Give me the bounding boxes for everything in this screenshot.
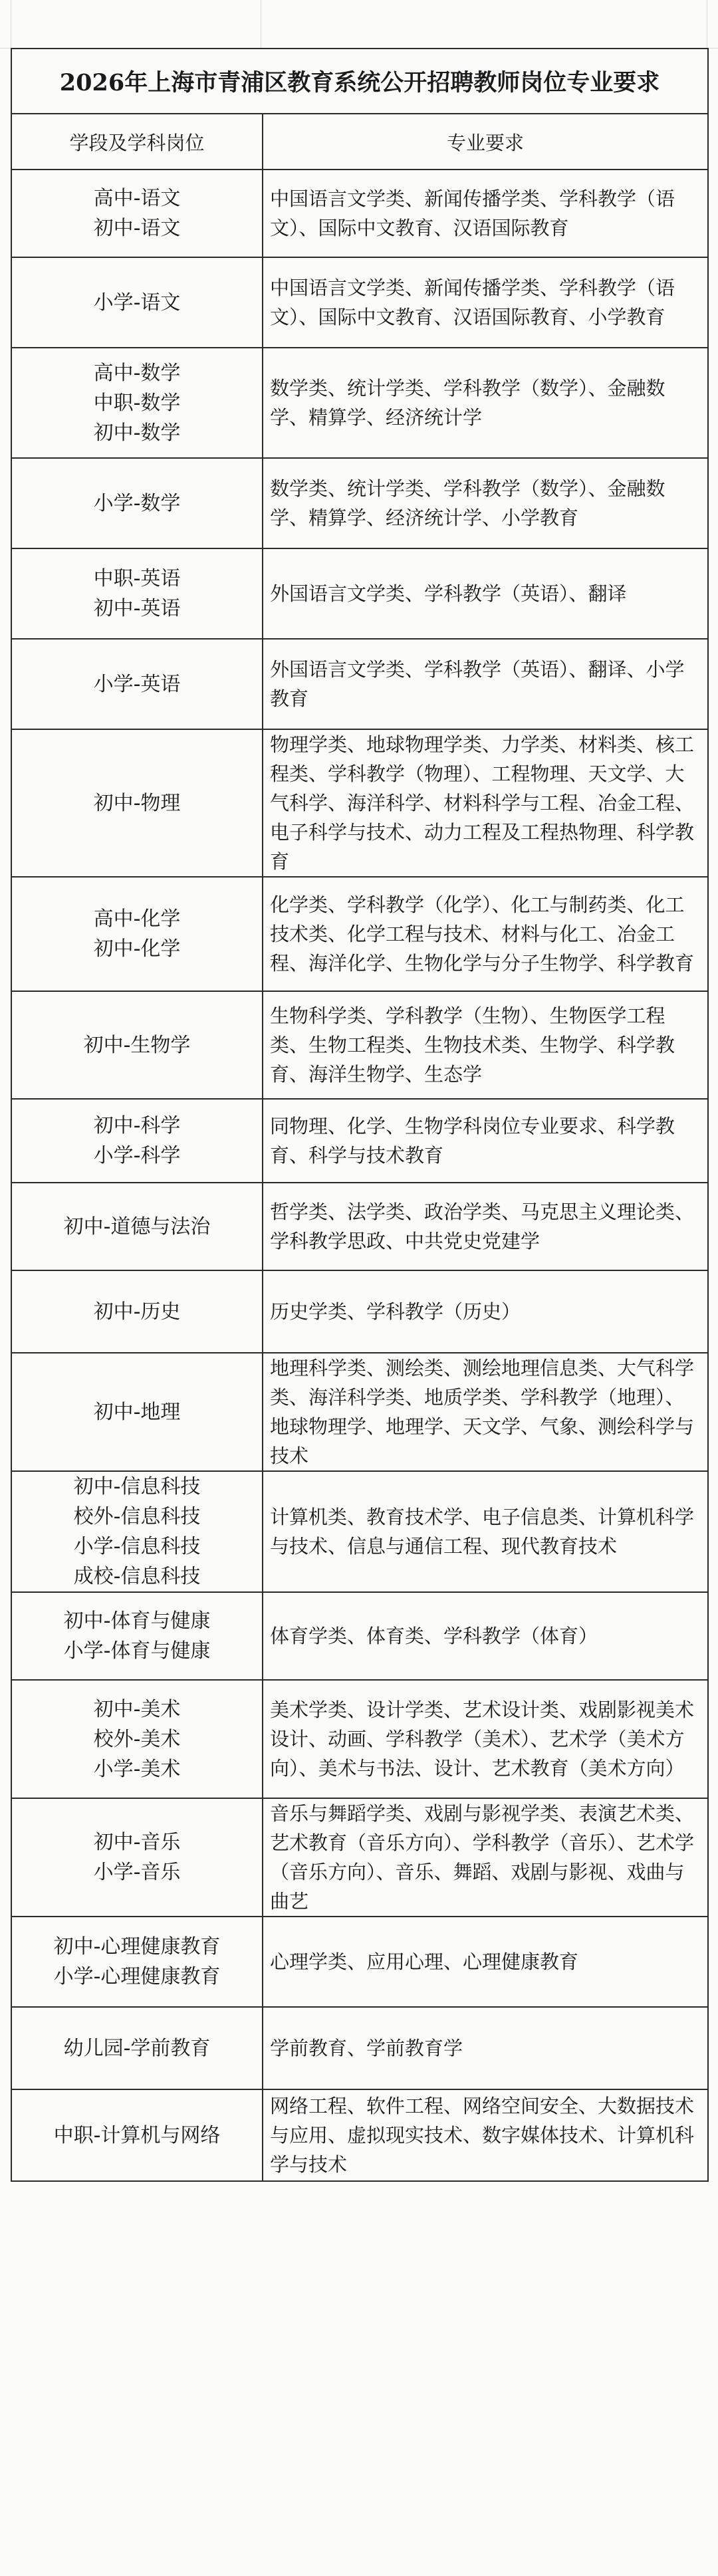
requirement-cell: 外国语言文学类、学科教学（英语）、翻译、小学教育 (263, 639, 708, 729)
requirement-cell: 中国语言文学类、新闻传播学类、学科教学（语文）、国际中文教育、汉语国际教育、小学教育 (263, 257, 708, 348)
position-cell (11, 458, 263, 548)
position-cell (11, 348, 263, 458)
table-body (11, 170, 708, 2181)
position-label: 初中-英语 (93, 597, 181, 620)
position-label: 中职-数学 (93, 391, 181, 415)
requirement-cell: 心理学类、应用心理、心理健康教育 (263, 1917, 708, 2007)
requirement-cell: 物理学类、地球物理学类、力学类、材料类、核工程类、学科教学（物理）、工程物理、天文学、大气科学、海洋科学、材料科学与工程、冶金工程、电子科学与技术、动力工程及工程热物理、科学教育 (263, 729, 708, 877)
position-label: 初中-物理 (93, 791, 181, 815)
table-row (11, 2007, 708, 2089)
position-label: 初中-数学 (93, 421, 181, 445)
position-label: 成校-信息科技 (73, 1565, 201, 1588)
requirement-cell: 计算机类、教育技术学、电子信息类、计算机科学与技术、信息与通信工程、现代教育技术 (263, 1471, 708, 1592)
position-label: 初中-科学 (93, 1114, 181, 1137)
position-label: 初中-地理 (93, 1400, 181, 1424)
table-row (11, 1099, 708, 1183)
position-cell (11, 991, 263, 1099)
position-label: 初中-音乐 (93, 1831, 181, 1854)
position-label: 小学-语文 (93, 291, 181, 314)
requirement-cell: 生物科学类、学科教学（生物）、生物医学工程类、生物工程类、生物技术类、生物学、科学教育、海洋生物学、生态学 (263, 991, 708, 1099)
position-label: 初中-道德与法治 (63, 1215, 211, 1238)
position-label: 校外-美术 (93, 1727, 181, 1751)
position-label: 高中-语文 (93, 187, 181, 210)
position-cell (11, 1798, 263, 1917)
requirement-cell: 数学类、统计学类、学科教学（数学）、金融数学、精算学、经济统计学 (263, 348, 708, 458)
position-label: 小学-心理健康教育 (53, 1965, 221, 1988)
requirement-cell: 哲学类、法学类、政治学类、马克思主义理论类、学科教学思政、中共党史党建学 (263, 1183, 708, 1270)
position-cell (11, 548, 263, 639)
table-row (11, 348, 708, 458)
position-cell (11, 1183, 263, 1270)
position-label: 小学-英语 (93, 672, 181, 696)
position-cell (11, 1270, 263, 1353)
table-row (11, 2089, 708, 2181)
document-title: 2026年上海市青浦区教育系统公开招聘教师岗位专业要求 (11, 49, 708, 114)
table-row (11, 991, 708, 1099)
table-row (11, 1798, 708, 1917)
requirement-cell: 外国语言文学类、学科教学（英语）、翻译 (263, 548, 708, 639)
position-cell (11, 2089, 263, 2181)
requirements-table (11, 48, 709, 2182)
position-label: 初中-化学 (93, 937, 181, 961)
position-label: 中职-计算机与网络 (53, 2123, 221, 2147)
table-row (11, 1592, 708, 1680)
position-label: 高中-数学 (93, 361, 181, 385)
requirement-cell: 中国语言文学类、新闻传播学类、学科教学（语文）、国际中文教育、汉语国际教育 (263, 170, 708, 257)
requirement-cell: 数学类、统计学类、学科教学（数学）、金融数学、精算学、经济统计学、小学教育 (263, 458, 708, 548)
position-label: 初中-信息科技 (73, 1475, 201, 1498)
column-header-requirement: 专业要求 (263, 114, 708, 170)
table-row (11, 729, 708, 877)
table-row (11, 1183, 708, 1270)
position-label: 小学-信息科技 (73, 1535, 201, 1558)
table-row (11, 548, 708, 639)
position-cell (11, 257, 263, 348)
position-label: 小学-美术 (93, 1757, 181, 1781)
requirement-cell: 历史学类、学科教学（历史） (263, 1270, 708, 1353)
table-row (11, 170, 708, 257)
requirement-cell: 网络工程、软件工程、网络空间安全、大数据技术与应用、虚拟现实技术、数字媒体技术、计算机科学与技术 (263, 2089, 708, 2181)
position-label: 小学-体育与健康 (63, 1639, 211, 1663)
position-label: 初中-体育与健康 (63, 1609, 211, 1633)
position-cell (11, 1353, 263, 1471)
requirement-cell: 美术学类、设计学类、艺术设计类、戏剧影视美术设计、动画、学科教学（美术）、艺术学（美术方向）、美术与书法、设计、艺术教育（美术方向） (263, 1680, 708, 1798)
position-label: 幼儿园-学前教育 (63, 2036, 211, 2060)
position-label: 初中-历史 (93, 1300, 181, 1324)
position-label: 小学-数学 (93, 491, 181, 515)
position-cell (11, 1471, 263, 1592)
spreadsheet-top-band (0, 0, 718, 49)
table-row (11, 877, 708, 991)
table-row (11, 458, 708, 548)
table-row (11, 257, 708, 348)
position-label: 初中-生物学 (83, 1033, 191, 1057)
table-row (11, 1471, 708, 1592)
requirement-cell: 学前教育、学前教育学 (263, 2007, 708, 2089)
position-cell (11, 1917, 263, 2007)
table-row (11, 1270, 708, 1353)
table-row (11, 1353, 708, 1471)
table-row (11, 1680, 708, 1798)
position-cell (11, 639, 263, 729)
position-label: 中职-英语 (93, 567, 181, 590)
requirement-cell: 音乐与舞蹈学类、戏剧与影视学类、表演艺术类、艺术教育（音乐方向）、学科教学（音乐）、艺术学（音乐方向）、音乐、舞蹈、戏剧与影视、戏曲与曲艺 (263, 1798, 708, 1917)
title-row (11, 49, 708, 114)
requirement-cell: 地理科学类、测绘类、测绘地理信息类、大气科学类、海洋科学类、地质学类、学科教学（地理）、地球物理学、地理学、天文学、气象、测绘科学与技术 (263, 1353, 708, 1471)
requirement-cell: 同物理、化学、生物学科岗位专业要求、科学教育、科学与技术教育 (263, 1099, 708, 1183)
column-header-position: 学段及学科岗位 (11, 114, 263, 170)
position-cell (11, 1680, 263, 1798)
header-row (11, 114, 708, 170)
position-label: 初中-心理健康教育 (53, 1935, 221, 1958)
position-cell (11, 170, 263, 257)
position-cell (11, 729, 263, 877)
requirement-cell: 体育学类、体育类、学科教学（体育） (263, 1592, 708, 1680)
table-row (11, 639, 708, 729)
position-label: 初中-美术 (93, 1697, 181, 1721)
table-row (11, 1917, 708, 2007)
position-cell (11, 877, 263, 991)
position-label: 校外-信息科技 (73, 1505, 201, 1528)
position-label: 小学-音乐 (93, 1861, 181, 1884)
position-label: 初中-语文 (93, 217, 181, 240)
position-label: 小学-科学 (93, 1144, 181, 1167)
position-cell (11, 2007, 263, 2089)
position-label: 高中-化学 (93, 907, 181, 931)
position-cell (11, 1592, 263, 1680)
position-cell (11, 1099, 263, 1183)
requirement-cell: 化学类、学科教学（化学）、化工与制药类、化工技术类、化学工程与技术、材料与化工、冶金工程、海洋化学、生物化学与分子生物学、科学教育 (263, 877, 708, 991)
